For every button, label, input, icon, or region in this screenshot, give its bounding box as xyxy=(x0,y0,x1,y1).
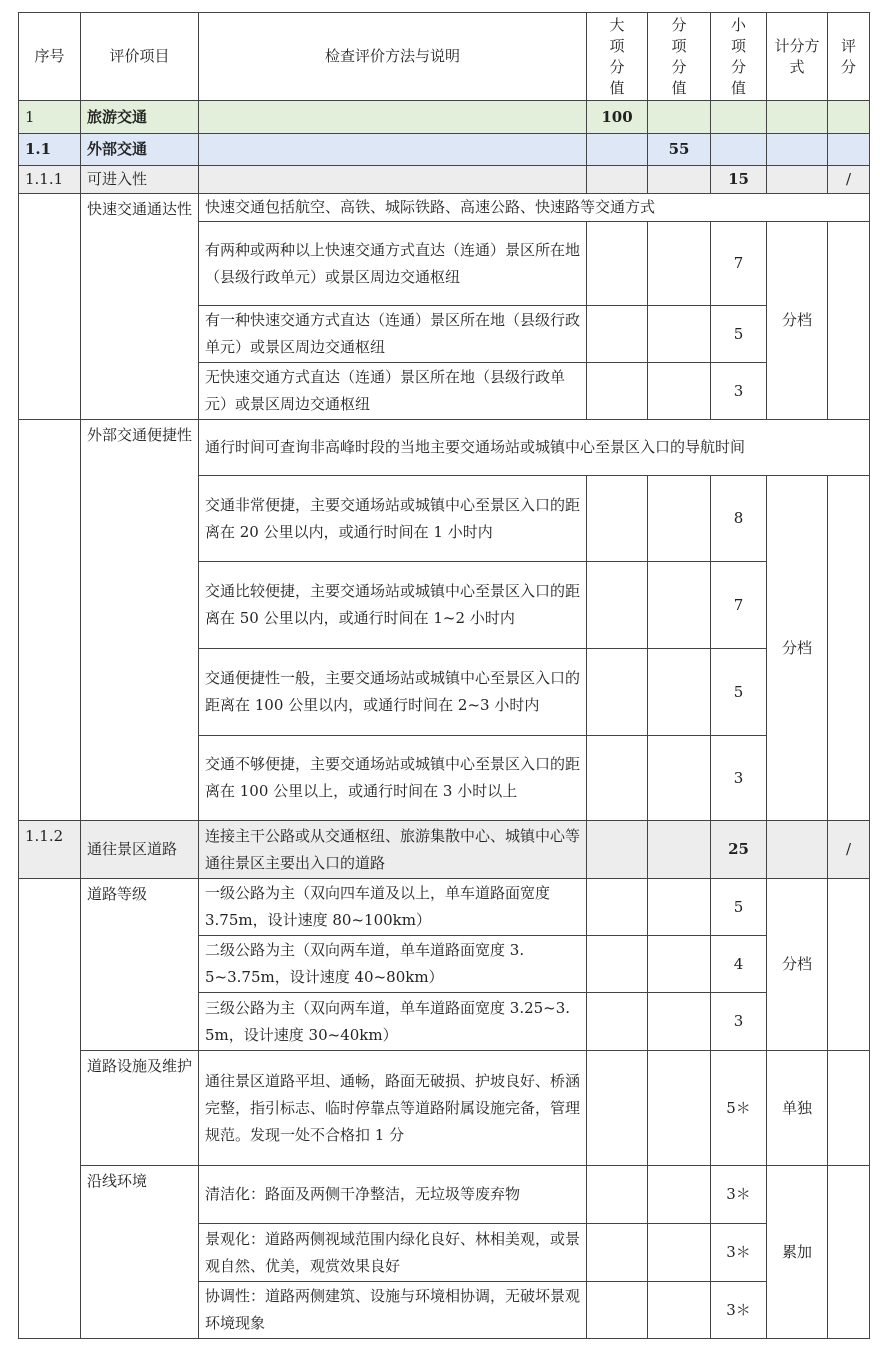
grade-opt-minor: 3 xyxy=(711,993,767,1051)
fast-opt-minor: 7 xyxy=(711,222,767,306)
header-major-label: 大项分值 xyxy=(609,15,625,97)
seq-1-1-1: 1.1.1 xyxy=(19,166,81,194)
conv-item: 外部交通便捷性 xyxy=(81,420,199,821)
grade-calc: 分档 xyxy=(767,879,828,1051)
fast-opt-text: 有两种或两种以上快速交通方式直达（连通）景区所在地（县级行政单元）或景区周边交通枢纽 xyxy=(199,222,587,306)
env-opt-minor: 3＊ xyxy=(711,1282,767,1339)
grade-row xyxy=(19,879,870,936)
major-1: 100 xyxy=(587,101,648,134)
header-major xyxy=(587,13,648,101)
fast-desc-row xyxy=(19,194,870,222)
seq-1-1: 1.1 xyxy=(19,134,81,166)
env-opt-text: 协调性：道路两侧建筑、设施与环境相协调，无破坏景观环境现象 xyxy=(199,1282,587,1339)
conv-opt-minor: 3 xyxy=(711,736,767,821)
desc-1-1-2: 连接主干公路或从交通枢纽、旅游集散中心、城镇中心等通往景区主要出入口的道路 xyxy=(199,821,587,879)
row-1-1 xyxy=(19,134,870,166)
seq-1: 1 xyxy=(19,101,81,134)
grade-opt-text: 二级公路为主（双向两车道，单车道路面宽度 3. 5~3.75m，设计速度 40~80km） xyxy=(199,936,587,993)
header-method: 检查评价方法与说明 xyxy=(199,13,587,101)
env-calc: 累加 xyxy=(767,1166,828,1339)
facility-row xyxy=(19,1051,870,1166)
fast-opt-minor: 5 xyxy=(711,306,767,363)
header-row xyxy=(19,13,870,101)
env-opt-text: 景观化：道路两侧视域范围内绿化良好、林相美观，或景观自然、优美，观赏效果良好 xyxy=(199,1224,587,1282)
seq-1-1-2: 1.1.2 xyxy=(19,821,81,879)
fast-opt-minor: 3 xyxy=(711,363,767,420)
header-sub-label: 分项分值 xyxy=(671,15,687,97)
header-sub xyxy=(648,13,711,101)
item-1-1-2: 通往景区道路 xyxy=(81,821,199,879)
sub-1-1: 55 xyxy=(648,134,711,166)
score-1-1-2: / xyxy=(828,821,870,879)
conv-opt-text: 交通比较便捷，主要交通场站或城镇中心至景区入口的距离在 50 公里以内，或通行时间在 1~2 小时内 xyxy=(199,562,587,649)
header-calc: 计分方式 xyxy=(767,13,828,101)
evaluation-table xyxy=(18,12,870,1339)
env-row xyxy=(19,1166,870,1224)
grade-opt-text: 一级公路为主（双向四车道及以上，单车道路面宽度 3.75m，设计速度 80~100km） xyxy=(199,879,587,936)
header-minor xyxy=(711,13,767,101)
conv-opt-text: 交通非常便捷，主要交通场站或城镇中心至景区入口的距离在 20 公里以内，或通行时间在 1 小时内 xyxy=(199,476,587,562)
grade-opt-minor: 4 xyxy=(711,936,767,993)
row-1-1-1 xyxy=(19,166,870,194)
conv-opt-minor: 5 xyxy=(711,649,767,736)
item-1-1-1: 可进入性 xyxy=(81,166,199,194)
grade-opt-text: 三级公路为主（双向两车道，单车道路面宽度 3.25~3. 5m，设计速度 30~40km） xyxy=(199,993,587,1051)
row-1-1-2 xyxy=(19,821,870,879)
item-1: 旅游交通 xyxy=(81,101,199,134)
header-score xyxy=(828,13,870,101)
fast-item: 快速交通通达性 xyxy=(81,194,199,420)
conv-desc-row xyxy=(19,420,870,476)
header-seq: 序号 xyxy=(19,13,81,101)
header-score-label: 评分 xyxy=(841,36,857,76)
env-opt-minor: 3＊ xyxy=(711,1166,767,1224)
minor-1-1-1: 15 xyxy=(711,166,767,194)
fast-calc: 分档 xyxy=(767,222,828,420)
header-item: 评价项目 xyxy=(81,13,199,101)
env-opt-minor: 3＊ xyxy=(711,1224,767,1282)
conv-opt-text: 交通便捷性一般，主要交通场站或城镇中心至景区入口的距离在 100 公里以内，或通行时间在 2~3 小时内 xyxy=(199,649,587,736)
item-1-1: 外部交通 xyxy=(81,134,199,166)
fast-desc: 快速交通包括航空、高铁、城际铁路、高速公路、快速路等交通方式 xyxy=(199,194,870,222)
facility-text: 通往景区道路平坦、通畅，路面无破损、护坡良好、桥涵完整，指引标志、临时停靠点等道路附属设施完备，管理规范。发现一处不合格扣 1 分 xyxy=(199,1051,587,1166)
facility-item: 道路设施及维护 xyxy=(81,1051,199,1166)
minor-1-1-2: 25 xyxy=(711,821,767,879)
score-1-1-1: / xyxy=(828,166,870,194)
grade-item: 道路等级 xyxy=(81,879,199,1051)
row-1 xyxy=(19,101,870,134)
facility-calc: 单独 xyxy=(767,1051,828,1166)
conv-calc: 分档 xyxy=(767,476,828,821)
header-minor-label: 小项分值 xyxy=(731,15,747,97)
facility-minor: 5＊ xyxy=(711,1051,767,1166)
fast-opt-text: 有一种快速交通方式直达（连通）景区所在地（县级行政单元）或景区周边交通枢纽 xyxy=(199,306,587,363)
conv-desc: 通行时间可查询非高峰时段的当地主要交通场站或城镇中心至景区入口的导航时间 xyxy=(199,420,870,476)
conv-opt-text: 交通不够便捷，主要交通场站或城镇中心至景区入口的距离在 100 公里以上，或通行时间在 3 小时以上 xyxy=(199,736,587,821)
fast-opt-text: 无快速交通方式直达（连通）景区所在地（县级行政单元）或景区周边交通枢纽 xyxy=(199,363,587,420)
env-opt-text: 清洁化：路面及两侧干净整洁，无垃圾等废弃物 xyxy=(199,1166,587,1224)
env-item: 沿线环境 xyxy=(81,1166,199,1339)
conv-opt-minor: 7 xyxy=(711,562,767,649)
grade-opt-minor: 5 xyxy=(711,879,767,936)
conv-opt-minor: 8 xyxy=(711,476,767,562)
